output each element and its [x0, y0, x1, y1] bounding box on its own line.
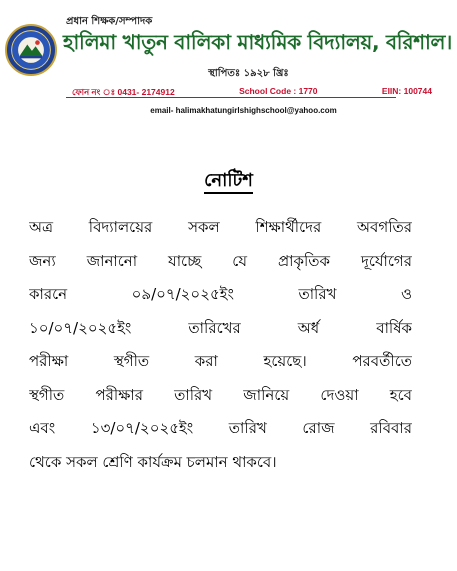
notice-line: কারনে ০৯/০৭/২০২৫ইং তারিখ ও [29, 285, 412, 303]
notice-line: ১০/০৭/২০২৫ইং তারিখের অর্ধ বার্ষিক [29, 318, 412, 337]
notice-line: স্থগীত পরীক্ষার তারিখ জানিয়ে দেওয়া হবে [29, 385, 412, 404]
notice-line: অত্র বিদ্যালয়ের সকল শিক্ষার্থীদের অবগতির [29, 218, 412, 236]
letterhead-divider [66, 97, 396, 98]
notice-line: থেকে সকল শ্রেণি কার্যক্রম চলমান থাকবে। [29, 452, 277, 471]
notice-line: জন্য জানানো যাচ্ছে যে প্রাকৃতিক দূর্যোগের [29, 251, 412, 270]
school-name: হালিমা খাতুন বালিকা মাধ্যমিক বিদ্যালয়, বরিশাল। [63, 30, 452, 54]
school-email: email- halimakhatungirlshighschool@yahoo.com [150, 106, 337, 115]
established-year: স্থাপিতঃ ১৯২৮ খ্রিঃ [208, 68, 289, 79]
notice-title-text: নোটিশ [204, 170, 253, 194]
notice-line: পরীক্ষা স্থগীত করা হয়েছে। পরবর্তীতে [29, 352, 412, 370]
phone-number: ফোন নং ঃ 0431- 2174912 [72, 87, 175, 97]
eiin-number: EIIN: 100744 [381, 86, 432, 96]
head-teacher-label: প্রধান শিক্ষক/সম্পাদক [66, 16, 153, 27]
notice-body [29, 211, 412, 479]
school-code: School Code : 1770 [239, 86, 318, 96]
letterhead [0, 0, 457, 150]
notice-line: এবং ১৩/০৭/২০২৫ইং তারিখ রোজ রবিবার [29, 419, 412, 437]
notice-title [0, 166, 457, 197]
